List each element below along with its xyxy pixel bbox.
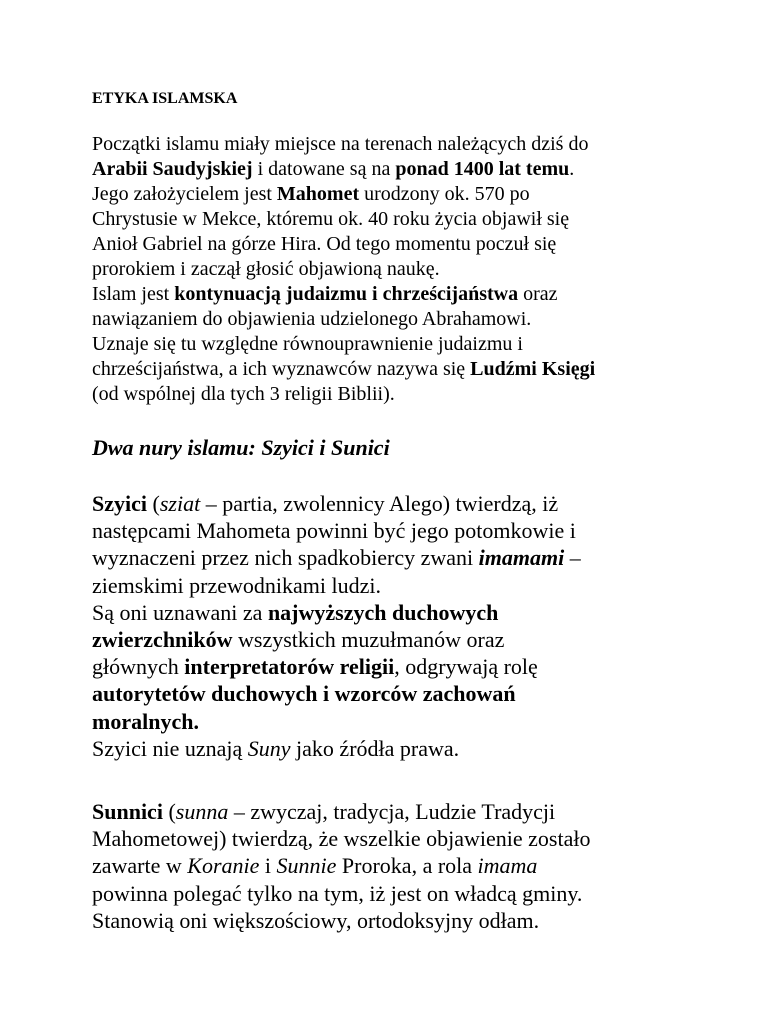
bold-text: Szyici	[92, 491, 147, 516]
text: (	[147, 491, 160, 516]
bold-text: autorytetów duchowych i wzorców zachowań	[92, 681, 516, 707]
text: zawarte w	[92, 853, 188, 879]
text-line	[92, 798, 692, 825]
text: Są oni uznawani za	[92, 599, 268, 625]
shia-paragraph	[92, 490, 692, 762]
text-line	[92, 132, 692, 157]
bold-text: Ludźmi Księgi	[470, 358, 596, 380]
italic-text: sunna	[175, 799, 229, 824]
sunni-paragraph	[92, 798, 692, 934]
italic-text: Sunnie	[276, 853, 337, 879]
text: i	[259, 853, 277, 879]
text: Chrystusie w Mekce, któremu ok. 40 roku życia objawił się	[92, 208, 570, 230]
text: –	[564, 545, 581, 571]
bold-text: kontynuacją judaizmu i chrześcijaństwa	[174, 283, 519, 305]
text: Islam jest	[92, 283, 175, 305]
text: Stanowią oni większościowy, ortodoksyjny odłam.	[92, 907, 540, 933]
text-line	[92, 157, 692, 182]
text-line	[92, 653, 692, 680]
text: następcami Mahometa powinni być jego potomkowie i	[92, 518, 576, 544]
text: – partia, zwolennicy Alego) twierdzą, iż	[200, 491, 559, 516]
text-line	[92, 490, 692, 517]
text-line	[92, 825, 692, 852]
text: (od wspólnej dla tych 3 religii Biblii).	[92, 383, 395, 405]
text: , odgrywają rolę	[394, 654, 538, 680]
text-line	[92, 517, 692, 544]
text-line	[92, 357, 692, 382]
italic-text: Koranie	[187, 853, 260, 879]
text-line	[92, 852, 692, 879]
text: urodzony ok. 570 po	[359, 183, 530, 205]
text-line	[92, 626, 692, 653]
text-line	[92, 257, 692, 282]
text: jako źródła prawa.	[290, 735, 460, 761]
text: Jego założycielem jest	[92, 183, 277, 205]
italic-text: Suny	[247, 735, 291, 761]
text: Proroka, a rola	[336, 853, 478, 879]
text: Początki islamu miały miejsce na terenach należących dziś do	[92, 133, 589, 155]
bold-text: Arabii Saudyjskiej	[92, 158, 253, 180]
italic-text: sziat	[159, 491, 201, 516]
section-heading: Dwa nury islamu: Szyici i Sunici	[92, 435, 390, 460]
text-line	[92, 307, 692, 332]
text-line	[92, 880, 692, 907]
text-line	[92, 382, 692, 407]
bold-text: Sunnici	[92, 799, 163, 824]
text: Anioł Gabriel na górze Hira. Od tego momentu poczuł się	[92, 233, 557, 255]
document-title: ETYKA ISLAMSKA	[92, 90, 238, 107]
text-line	[92, 182, 692, 207]
text: .	[569, 158, 575, 180]
text-line	[92, 332, 692, 357]
text: wszystkich muzułmanów oraz	[232, 627, 505, 653]
text: Uznaje się tu względne równouprawnienie judaizmu i	[92, 333, 523, 355]
text-line	[92, 207, 692, 232]
text: nawiązaniem do objawienia udzielonego Abrahamowi.	[92, 308, 532, 330]
text-line	[92, 232, 692, 257]
text-line	[92, 599, 692, 626]
text: prorokiem i zaczął głosić objawioną naukę.	[92, 258, 440, 280]
text: Szyici nie uznają	[92, 735, 248, 761]
text-line	[92, 907, 692, 934]
bold-text: moralnych.	[92, 708, 199, 734]
text: powinna polegać tylko na tym, iż jest on władcą gminy.	[92, 880, 583, 906]
bold-italic-text: imamami	[478, 545, 565, 571]
bold-text: interpretatorów religii	[184, 654, 395, 680]
text-line	[92, 572, 692, 599]
text: – zwyczaj, tradycja, Ludzie Tradycji	[228, 799, 556, 824]
text: (	[162, 799, 176, 824]
text-line	[92, 680, 692, 707]
text-line	[92, 708, 692, 735]
text: głównych	[92, 654, 185, 680]
text: wyznaczeni przez nich spadkobiercy zwani	[92, 545, 479, 571]
bold-text: najwyższych duchowych	[267, 599, 499, 625]
text-line	[92, 282, 692, 307]
italic-text: imama	[477, 853, 538, 879]
intro-paragraph	[92, 132, 692, 407]
text: Mahometowej) twierdzą, że wszelkie objawienie zostało	[92, 826, 591, 852]
text-line	[92, 735, 692, 762]
bold-text: zwierzchników	[92, 627, 233, 653]
text: chrześcijaństwa, a ich wyznawców nazywa się	[92, 358, 471, 380]
text: oraz	[518, 283, 558, 305]
text: i datowane są na	[252, 158, 396, 180]
bold-text: ponad 1400 lat temu	[395, 158, 570, 180]
text-line	[92, 544, 692, 571]
bold-text: Mahomet	[276, 183, 360, 205]
text: ziemskimi przewodnikami ludzi.	[92, 572, 381, 598]
